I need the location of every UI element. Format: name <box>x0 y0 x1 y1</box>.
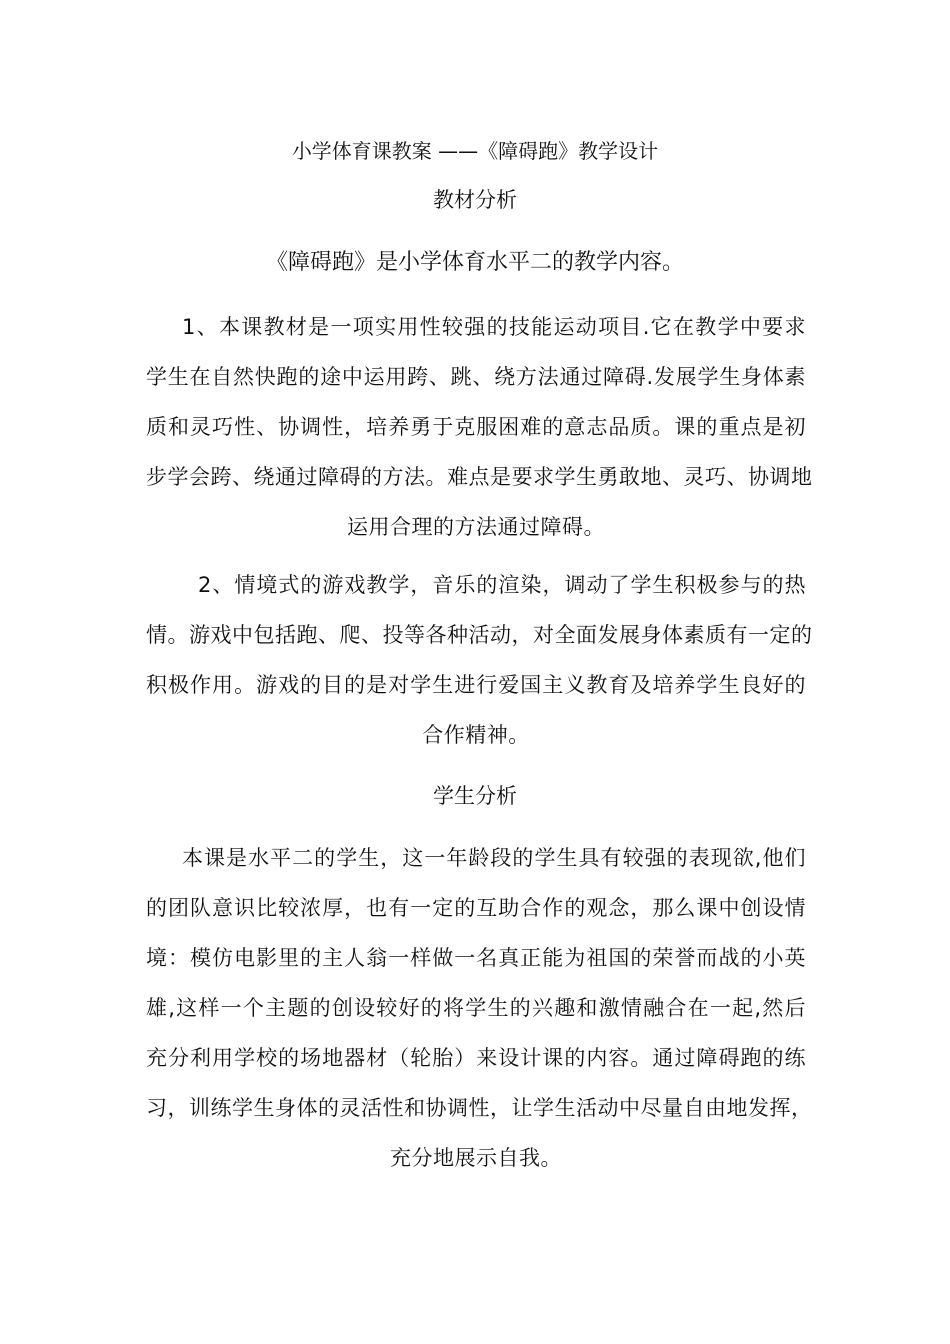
paragraph-line: 习，训练学生身体的灵活性和协调性，让学生活动中尽量自由地发挥， <box>146 1096 813 1120</box>
paragraph-students <box>146 833 813 1183</box>
section-heading-materials: 教材分析 <box>433 188 517 212</box>
paragraph-line: 充分利用学校的场地器材（轮胎）来设计课的内容。通过障碍跑的练 <box>146 1046 806 1070</box>
paragraph-line: 2、情境式的游戏教学，音乐的渲染，调动了学生积极参与的热 <box>198 573 806 597</box>
paragraph-line: 境：模仿电影里的主人翁一样做一名真正能为祖国的荣誉而战的小英 <box>146 946 806 970</box>
paragraph-line: 积极作用。游戏的目的是对学生进行爱国主义教育及培养学生良好的 <box>146 673 806 697</box>
paragraph-line: 质和灵巧性、协调性，培养勇于克服困难的意志品质。课的重点是初 <box>146 415 806 439</box>
paragraph-line: 的团队意识比较浓厚，也有一定的互助合作的观念，那么课中创设情 <box>146 896 806 920</box>
paragraph-line: 运用合理的方法通过障碍。 <box>347 515 605 539</box>
section-intro: 《障碍跑》是小学体育水平二的教学内容。 <box>265 250 684 275</box>
document-title: 小学体育课教案 ——《障碍跑》教学设计 <box>291 139 659 163</box>
paragraph-line: 步学会跨、绕通过障碍的方法。难点是要求学生勇敢地、灵巧、协调地 <box>146 465 813 489</box>
paragraph-line: 学生在自然快跑的途中运用跨、跳、绕方法通过障碍.发展学生身体素 <box>146 365 806 389</box>
paragraph-line: 合作精神。 <box>422 723 530 747</box>
section-heading-students: 学生分析 <box>433 784 517 808</box>
paragraph-line: 本课是水平二的学生，这一年龄段的学生具有较强的表现欲,他们 <box>182 846 806 870</box>
paragraph-line: 雄,这样一个主题的创设较好的将学生的兴趣和激情融合在一起,然后 <box>146 996 806 1020</box>
paragraph-materials-2 <box>146 560 813 760</box>
paragraph-line: 1、本课教材是一项实用性较强的技能运动项目.它在教学中要求 <box>182 315 806 339</box>
paragraph-materials-1 <box>146 302 813 552</box>
paragraph-line: 情。游戏中包括跑、爬、投等各种活动，对全面发展身体素质有一定的 <box>146 623 813 647</box>
paragraph-line: 充分地展示自我。 <box>390 1146 562 1170</box>
